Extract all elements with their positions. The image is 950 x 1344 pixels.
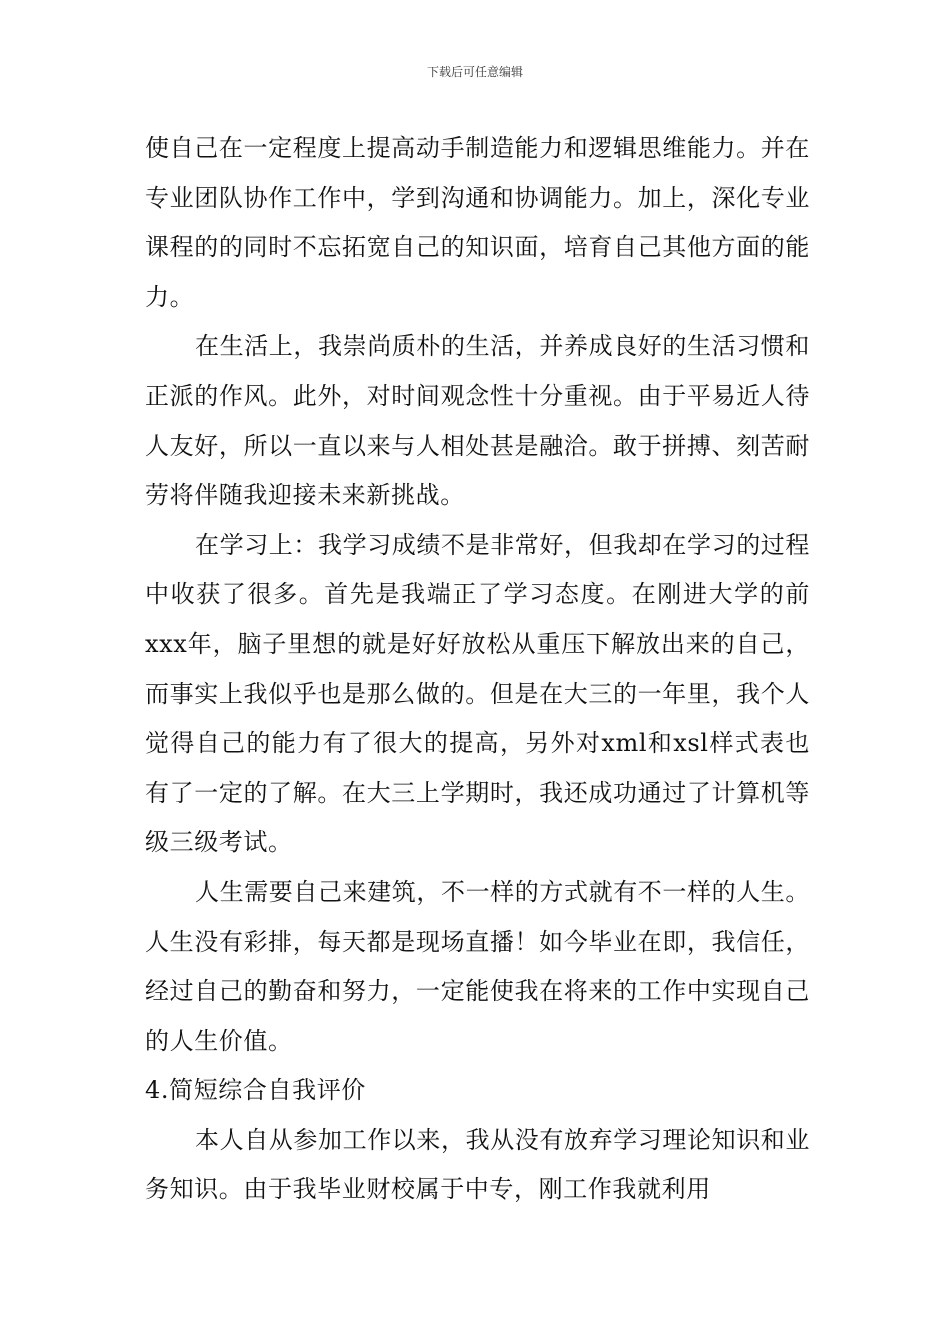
paragraph-self-evaluation: 本人自从参加工作以来，我从没有放弃学习理论知识和业务知识。由于我毕业财校属于中专，刚工作我就利用 xyxy=(145,1125,810,1204)
paragraph-continuation: 使自己在一定程度上提高动手制造能力和逻辑思维能力。并在专业团队协作工作中，学到沟通和协调能力。加上，深化专业课程的的同时不忘拓宽自己的知识面，培育自己其他方面的能力。 xyxy=(145,134,810,311)
section-heading: 4.简短综合自我评价 xyxy=(145,1076,366,1105)
paragraph-life: 在生活上，我崇尚质朴的生活，并养成良好的生活习惯和正派的作风。此外，对时间观念性十分重视。由于平易近人待人友好，所以一直以来与人相处甚是融洽。敢于拼搏、刻苦耐劳将伴随我迎接未来新挑战。 xyxy=(145,332,810,510)
paragraph-study: 在学习上：我学习成绩不是非常好，但我却在学习的过程中收获了很多。首先是我端正了学习态度。在刚进大学的前xxx年，脑子里想的就是好好放松从重压下解放出来的自己，而事实上我似乎也是那么做的。但是在大三的一年里，我个人觉得自己的能力有了很大的提高，另外对xml和xsl样式表也有了一定的了解。在大三上学期时，我还成功通过了计算机等级三级考试。 xyxy=(145,530,810,857)
document-body xyxy=(145,124,810,1215)
paragraph-life-value: 人生需要自己来建筑，不一样的方式就有不一样的人生。人生没有彩排，每天都是现场直播！如今毕业在即，我信任，经过自己的勤奋和努力，一定能使我在将来的工作中实现自己的人生价值。 xyxy=(145,877,810,1055)
page-header: 下载后可任意编辑 xyxy=(426,65,523,79)
